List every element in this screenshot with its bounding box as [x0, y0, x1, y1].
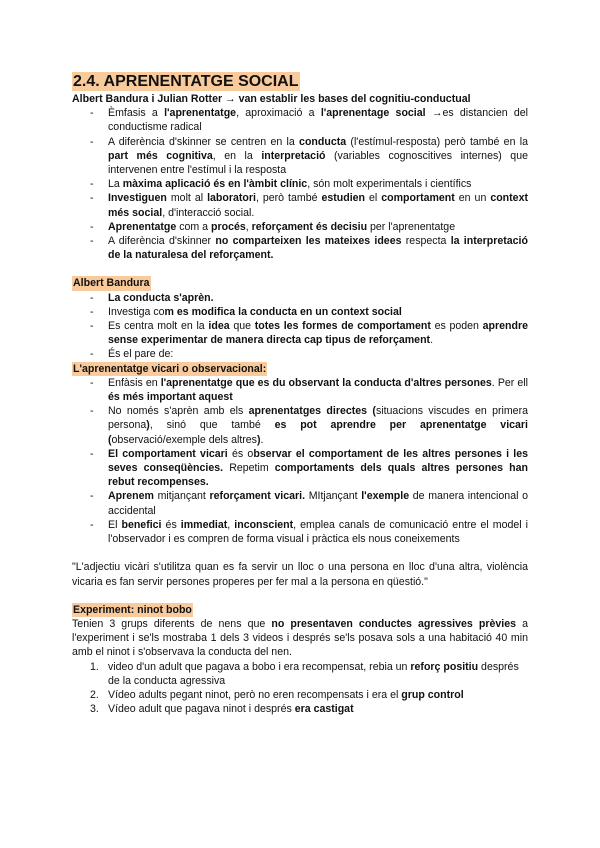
list-item	[72, 305, 528, 319]
item-number: 1.	[90, 660, 99, 673]
numbered-item	[72, 702, 528, 716]
bold-text: reforçament és decisiu	[251, 220, 368, 233]
bold-text: no comparteixen les mateixes idees	[215, 235, 402, 248]
intro-heading	[72, 92, 528, 106]
bandura-heading: Albert Bandura	[73, 277, 150, 290]
text: (variables cognoscitives internes) que intervenen entre l'estímul i la resposta	[108, 149, 528, 177]
bold-text: interpretació	[261, 149, 326, 162]
list-item	[72, 177, 528, 191]
bold-text: comportaments dels quals altres persones han rebut recompenses.	[108, 462, 528, 489]
text: és	[161, 518, 181, 531]
bold-text: reforç positiu	[410, 660, 479, 673]
bold-text: l'aprenentatge	[164, 107, 237, 120]
text: →es distancien del conductisme radical	[108, 107, 529, 134]
text: , són molt experimentals i científics	[307, 178, 472, 191]
definition-quote: "L'adjectiu vicàri s'utilitza quan es fa servir un lloc o una persona en lloc d'una altra, violència vicaria es fan servir persones properes per fer mal a la persona en qüestió."	[72, 561, 528, 588]
bold-text: és més important aquest	[108, 391, 233, 404]
text: Enfàsis en	[108, 376, 161, 389]
bold-text: )	[256, 433, 261, 446]
bold-text: màxima aplicació és en l'àmbit clínic	[122, 178, 308, 191]
bold-text: idea	[208, 320, 230, 333]
text: (l'estímul-resposta) però també en la	[346, 135, 528, 148]
bold-text: l'aprenentatge que es du observant la conducta d'altres persones	[160, 376, 492, 389]
bold-text: m es modifica la conducta en un context social	[164, 305, 402, 318]
list-item	[72, 347, 528, 361]
list-item	[72, 106, 528, 134]
numbered-item	[72, 688, 528, 702]
text: Vídeo adult que pagava ninot i després	[108, 703, 295, 716]
text: , emplea canals de comunicació entre el model i l'observador i es compren de forma visual i pràctica els nous coneixements	[108, 518, 529, 546]
bold-text: context més social	[108, 192, 528, 219]
text: La	[108, 178, 123, 191]
text: , en la	[212, 149, 262, 162]
list-item	[72, 376, 528, 404]
text: MItjançant	[305, 490, 362, 503]
bold-text: La conducta s'aprèn.	[108, 291, 214, 304]
text: No només s'aprèn amb els	[108, 405, 249, 418]
text: com a	[176, 220, 212, 233]
item-number: 3.	[90, 703, 99, 716]
bold-text: l'exemple	[361, 490, 410, 503]
intro-heading-claim: van establir les bases del cognitiu-conductual	[238, 93, 471, 105]
text: .	[260, 433, 264, 446]
bold-text: no presentaven conductes agressives prèvies	[271, 617, 516, 630]
section-title: 2.4. APRENENTATGE SOCIAL	[73, 73, 299, 90]
text: de manera intencional o accidental	[108, 490, 528, 517]
bold-text: era castigat	[294, 703, 354, 716]
text: Repetim	[223, 462, 275, 475]
item-number: 2.	[90, 688, 99, 701]
intro-list	[72, 106, 528, 262]
list-item	[72, 319, 528, 347]
text: ,	[227, 518, 235, 531]
bold-text: conducta	[299, 135, 347, 148]
bold-text: laboratori	[207, 192, 256, 205]
text: El	[108, 518, 122, 531]
text: el	[365, 192, 382, 205]
bold-text: Aprenem	[108, 490, 154, 503]
text: , aproximació a	[236, 107, 321, 120]
text: en un	[454, 192, 491, 205]
text: A diferència d'skinner	[108, 235, 216, 248]
bold-text: l'aprenentage social	[320, 107, 426, 120]
text: observació/exemple dels altres	[111, 433, 257, 446]
text: Vídeo adults pegant ninot, però no eren recompensats i era el	[108, 688, 402, 701]
experiment-heading: Experiment: ninot bobo	[73, 603, 192, 616]
bold-text: immediat	[180, 518, 228, 531]
text: Es centra molt en la	[108, 320, 209, 333]
list-item	[72, 220, 528, 234]
bold-text: es pot aprendre per aprenentatge vicari	[274, 419, 528, 432]
bold-text: aprendre sense experimentar de manera directa cap tipus de reforçament	[108, 320, 528, 347]
bold-text: part més cognitiva	[108, 149, 213, 162]
vicari-heading: L'aprenentatge vicari o observacional:	[73, 362, 267, 375]
bold-text: grup control	[401, 688, 464, 701]
list-item	[72, 291, 528, 305]
text: situacions viscudes en primera persona	[108, 405, 528, 432]
bold-text: (	[108, 433, 112, 446]
vicari-list	[72, 376, 528, 546]
text: A diferència d'skinner se centren en la	[108, 135, 300, 148]
list-item	[72, 447, 528, 490]
bold-text: Aprenentatge	[108, 220, 177, 233]
text: , però també	[255, 192, 322, 205]
text: video d'un adult que pagava a bobo i era recompensat, rebia un	[108, 660, 411, 673]
intro-heading-authors: Albert Bandura i Julian Rotter →	[72, 93, 239, 105]
text: respecta	[401, 235, 451, 248]
bold-text: totes les formes de comportament	[254, 320, 431, 333]
list-item	[72, 234, 528, 262]
bold-text: )	[146, 419, 150, 432]
bold-text: procés	[211, 220, 246, 233]
bold-text: inconscient	[234, 518, 294, 531]
bold-text: benefici	[121, 518, 162, 531]
list-item	[72, 404, 528, 447]
text: molt al	[166, 192, 208, 205]
bold-text: comportament	[381, 192, 455, 205]
list-item	[72, 135, 528, 178]
bold-text: reforçament vicari.	[209, 490, 306, 503]
text: mitjançant	[153, 490, 210, 503]
numbered-item	[72, 660, 528, 688]
text: després de la conducta agressiva	[108, 660, 519, 687]
list-item	[72, 489, 528, 517]
document-page	[72, 70, 528, 716]
text: Investiga co	[108, 305, 165, 318]
bold-text: bservar el comportament de les altres persones i les seves conseqüències.	[108, 447, 529, 475]
list-item	[72, 518, 528, 546]
text: es poden	[430, 320, 483, 333]
list-item	[72, 191, 528, 219]
text: .	[430, 334, 434, 347]
text: Tenien 3 grups diferents de nens que	[72, 617, 272, 630]
text: que	[229, 320, 255, 333]
bold-text: Investiguen	[108, 192, 167, 205]
text: és o	[227, 447, 254, 460]
text: . Per ell	[491, 376, 528, 389]
bold-text: la interpretació de la naturalesa del reforçament.	[108, 235, 528, 262]
text: a l'experiment i se'ls mostraba 1 dels 3 videos i després se'ls posava sols a una habitació 40 min amb el ninot i s'observava la conducta del nen.	[72, 617, 528, 659]
text: És el pare de:	[108, 348, 174, 361]
bold-text: aprenentatges directes (	[248, 405, 376, 418]
text: , d'interacció social.	[162, 206, 255, 219]
bandura-list	[72, 291, 528, 362]
bold-text: estudien	[321, 192, 366, 205]
experiment-intro	[72, 617, 528, 660]
bold-text: El comportament vicari	[108, 447, 228, 460]
text: per l'aprenentatge	[367, 220, 456, 233]
text: Èmfasis a	[108, 107, 165, 120]
experiment-list	[72, 660, 528, 717]
text: ,	[245, 220, 252, 233]
text: , sinó que també	[149, 419, 275, 432]
